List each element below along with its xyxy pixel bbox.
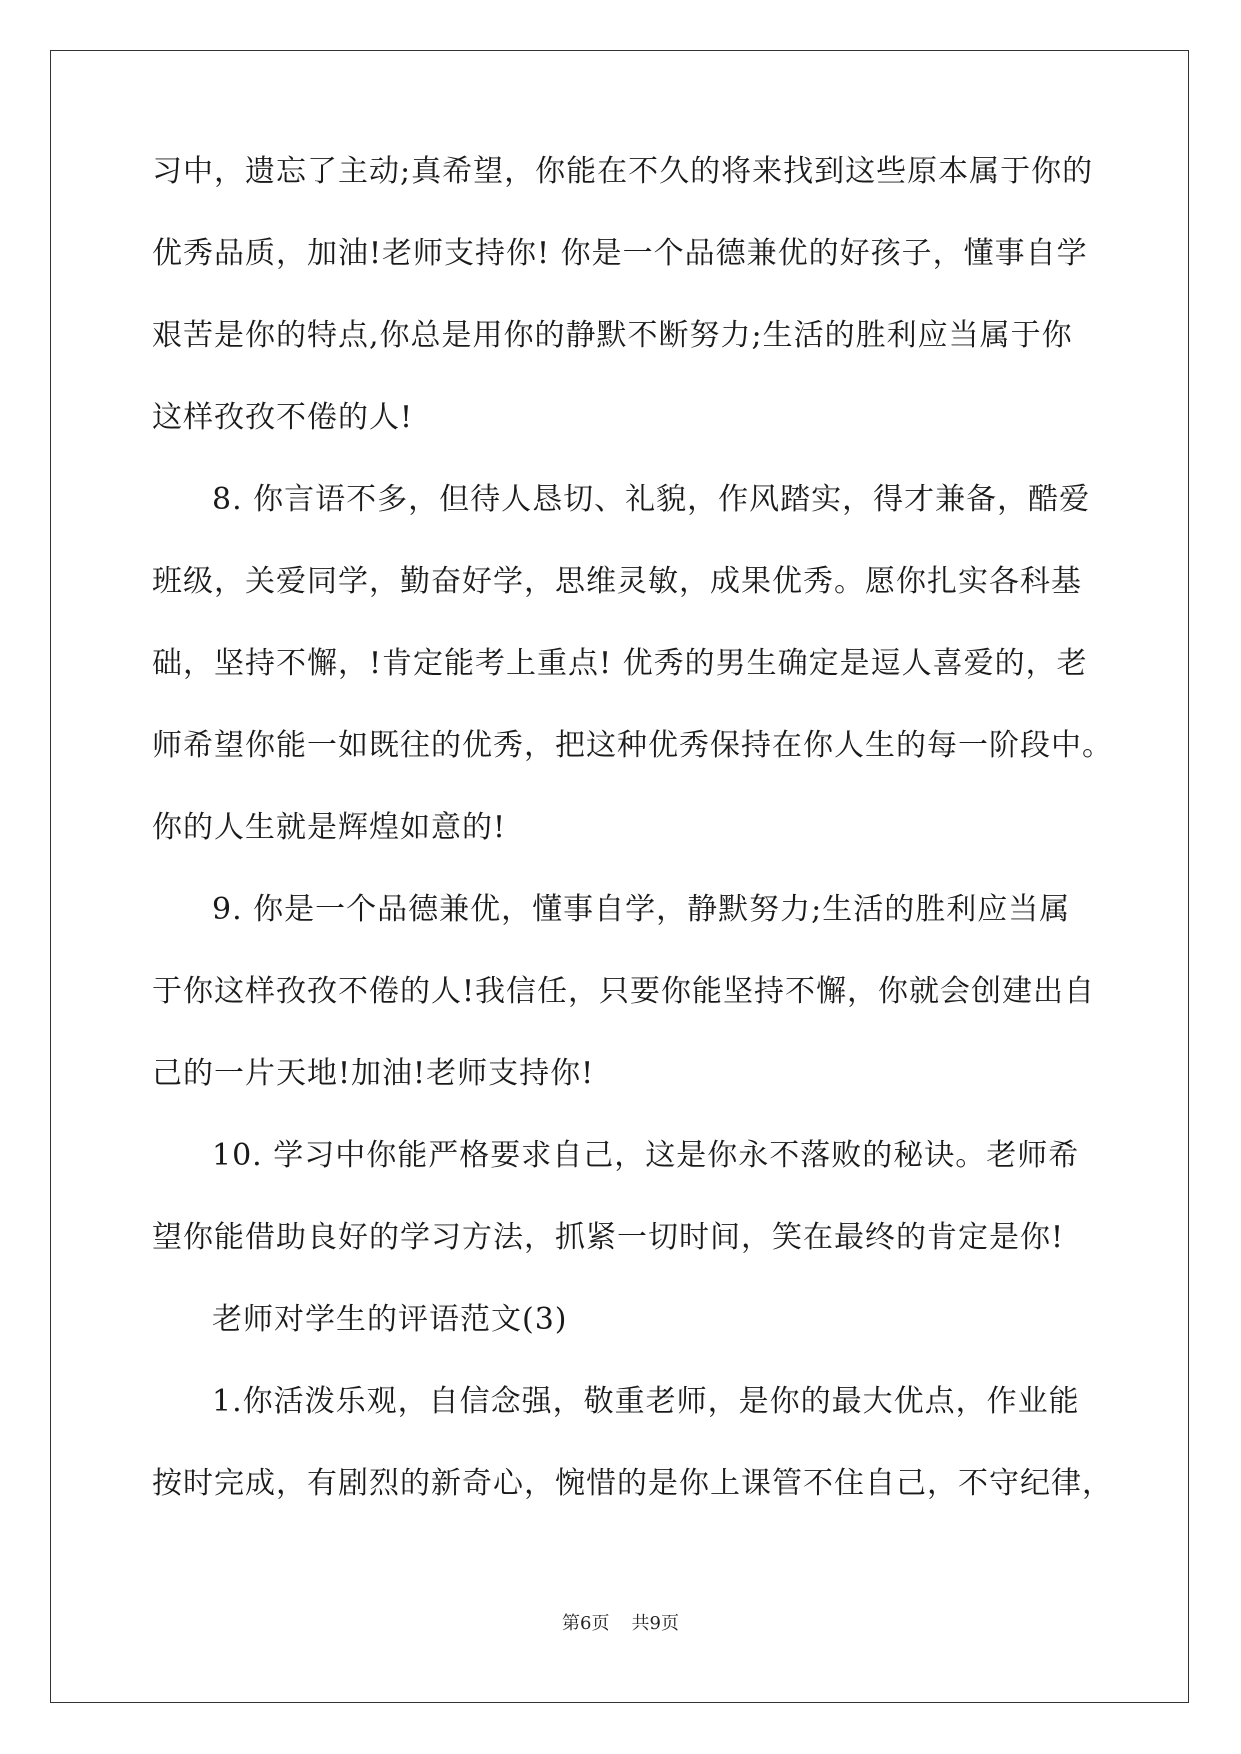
page-number: 第6页 <box>562 1613 610 1634</box>
text-line: 望你能借助良好的学习方法，抓紧一切时间，笑在最终的肯定是你! <box>152 1220 1065 1255</box>
text-line: 你的人生就是辉煌如意的! <box>152 810 507 845</box>
text-line: 班级，关爱同学，勤奋好学，思维灵敏，成果优秀。愿你扎实各科基 <box>152 564 1082 599</box>
text-line: 习中，遗忘了主动;真希望，你能在不久的将来找到这些原本属于你的 <box>152 154 1094 189</box>
text-line: 这样孜孜不倦的人! <box>152 400 414 435</box>
text-line: 于你这样孜孜不倦的人!我信任，只要你能坚持不懈，你就会创建出自 <box>152 974 1096 1009</box>
paragraph-start-line: 8. 你言语不多，但待人恳切、礼貌，作风踏实，得才兼备，酷爱 <box>212 482 1091 517</box>
text-line: 艰苦是你的特点,你总是用你的静默不断努力;生活的胜利应当属于你 <box>152 318 1073 353</box>
text-line: 己的一片天地!加油!老师支持你! <box>152 1056 595 1091</box>
paragraph-start-line: 1.你活泼乐观，自信念强，敬重老师，是你的最大优点，作业能 <box>212 1384 1080 1419</box>
paragraph-start-line: 9. 你是一个品德兼优，懂事自学，静默努力;生活的胜利应当属 <box>212 892 1071 927</box>
text-line: 础，坚持不懈，!肯定能考上重点! 优秀的男生确定是逗人喜爱的，老 <box>152 646 1088 681</box>
section-heading: 老师对学生的评语范文(3) <box>212 1302 568 1337</box>
text-line: 优秀品质，加油!老师支持你! 你是一个品德兼优的好孩子，懂事自学 <box>152 236 1088 271</box>
page-total: 共9页 <box>631 1613 679 1634</box>
text-line: 师希望你能一如既往的优秀，把这种优秀保持在你人生的每一阶段中。 <box>152 728 1113 763</box>
page-border <box>50 50 1189 1703</box>
page-footer <box>0 1612 1241 1636</box>
paragraph-start-line: 10. 学习中你能严格要求自己，这是你永不落败的秘诀。老师希 <box>212 1138 1080 1173</box>
text-line: 按时完成，有剧烈的新奇心，惋惜的是你上课管不住自己，不守纪律， <box>152 1466 1113 1501</box>
